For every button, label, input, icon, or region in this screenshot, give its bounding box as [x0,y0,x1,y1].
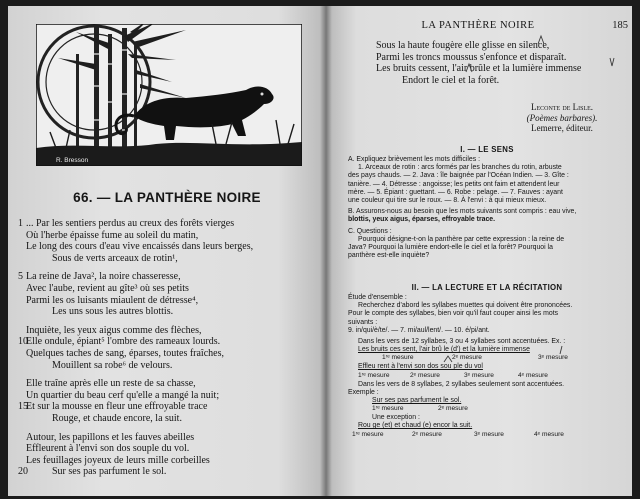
poem-line [18,271,318,283]
ensemble-label: Étude d'ensemble : [348,294,407,301]
meter-label: 4ᵉ mesure [534,430,564,438]
line-number: 1 [18,218,23,229]
stanza-gap [18,425,318,432]
poem-line-text: Quelques taches de sang, éparses, toutes fraîches, [26,347,224,359]
poem-line [18,455,318,467]
poem-line [18,241,318,253]
example-line-2: Efflеu rent à l'envi son dos sou ple du vol [358,363,483,371]
illustration-signature: R. Bresson [56,157,89,164]
poem-line: Parmi les troncs moussus s'enfonce et disparaît. [376,51,567,63]
poem-line [18,432,318,444]
left-page [8,6,326,496]
sens-a-line: 1. Arceaux de rotin : arcs formés par les branches du rotin, arbuste [358,164,562,172]
stanza-gap [18,264,318,271]
poem-line-text: Sous de verts arceaux de rotin¹, [52,252,178,264]
meter-label: 1ʳᵉ mesure [372,405,404,413]
section-heading-sens: I. — LE SENS [460,145,514,154]
book-gutter [320,6,332,496]
poem-line [18,295,318,307]
poem-line [18,443,318,455]
meter-label: 1ʳᵉ mesure [382,354,414,362]
poem-line-text: Sur ses pas parfument le sol. [52,466,167,478]
poem-line [18,466,318,478]
panther-illustration [36,24,302,166]
poem-line-text: Autour, les papillons et les fauves abeilles [26,431,195,443]
poem-line-text: Les feuillages joyeux de leurs mille corbeilles [26,454,210,466]
meter-label: 2ᵉ mesure [438,405,468,413]
poem-line [18,390,318,402]
example-line-3: Sur ses pas parfument le sol. [372,397,462,405]
lesson-title: 66. — LA PANTHÈRE NOIRE [73,190,261,205]
meter-label: 3ᵉ mesure [538,354,568,362]
poem-line [18,218,318,230]
publisher: Lemerre, éditeur. [531,123,593,133]
sens-a-line: mère. — 5. Épiant : guettant. — 6. Robe : pelage. — 7. Fauves : ayant [348,188,563,196]
poem-line-text: La reine de Java², la noire chasseresse, [26,271,181,283]
rule-12-syllables: Dans les vers de 12 syllabes, 3 ou 4 syllabes sont accentuées. Ex. : [358,338,566,346]
sens-a-line: des pays chauds. — 2. Java : île baignée par l'Océan Indien. — 3. Gîte : [348,172,569,180]
book-spread [8,6,632,496]
line-number: 10 [18,336,28,348]
poem-line-text: Le long des cours d'eau vive encaissés dans leurs berges, [26,241,254,253]
poem-line-text: Avec l'aube, revient au gîte³ où ses petits [26,282,189,294]
poem-line-text: Parmi les os luisants miaulent de détresse⁴, [26,294,199,306]
rule-8-syllables: Dans les vers de 8 syllabes, 2 syllabes seulement sont accentuées. [358,380,565,388]
sens-b-line: B. Assurons-nous au besoin que les mots suivants sont compris : eau vive, [348,208,577,216]
running-head: LA PANTHÈRE NOIRE [421,20,535,31]
exception-label: Une exception : [372,414,420,422]
poem-line: Les bruits cessent, l'air brûle et la lumière immense [376,63,582,75]
sens-c-line: Java? Pourquoi la lumière endort-elle le ciel et la forêt? Pourquoi la [348,244,553,252]
meter-label: 4ᵉ mesure [518,371,548,379]
meter-label: 3ᵉ mesure [464,371,494,379]
lecture-line: Recherchez d'abord les syllabes muettes qui doivent être prononcées. [358,302,573,310]
poem-line: Endort le ciel et la forêt. [402,74,500,86]
sens-c-line: Pourquoi désigne-t-on la panthère par cette expression : la reine de [358,235,565,243]
poem-line [18,401,318,413]
page-number: 185 [612,20,628,31]
poem-line-text: Elle ondule, épiant⁵ l'ombre des rameaux lourds. [26,336,221,348]
sens-a-line: tanière. — 4. Détresse : angoisse; les petits ont faim et attendent leur [348,180,560,188]
meter-label: 1ʳᵉ mesure [352,430,384,438]
poem-line [18,253,318,265]
meter-label: 1ʳᵉ mesure [358,371,390,379]
sens-c-line: panthère est-elle inquiète? [348,252,430,260]
lecture-line: 9. in/qui/è/te/. — 7. mi/aul/lent/. — 10. é/pi/ant. [348,326,490,334]
line-number: 15 [18,401,28,413]
poem-line [18,378,318,390]
example-line-4: Rou ge (et) et chaud (e) encor la suit. [358,422,473,430]
poem-line-text: ... Par les sentiers perdus au creux des forêts vierges [26,218,235,229]
poem-line-text: Un quartier du beau cerf qu'elle a mangé la nuit; [26,389,220,401]
line-number: 20 [18,466,28,478]
poem-line [18,325,318,337]
right-page [326,6,632,496]
poem-line-text: Mouillent sa robe⁶ de velours. [52,359,173,371]
sens-a-intro: A. Expliquez brièvement les mots difficiles : [348,156,480,163]
author-name: Leconte de Lisle. [530,102,594,112]
lecture-line: Pour le compte des syllabes, bien voir qu'il faut couper ainsi les mots [348,310,559,318]
stanza-gap [18,371,318,378]
meter-label: 3ᵉ mesure [474,430,504,438]
sens-c-intro: C. Questions : [348,227,392,235]
poem-line: Sous la haute fougère elle glisse en silence, [376,40,550,51]
meter-label: 2ᵉ mesure [412,430,442,438]
stanza-gap [18,318,318,325]
exemple-label: Exemple : [348,388,379,396]
meter-label: 2ᵉ mesure [410,371,440,379]
section-heading-lecture: II. — LA LECTURE ET LA RÉCITATION [411,283,563,292]
poem-stanzas [18,218,318,478]
line-number: 5 [18,271,23,283]
poem-line [18,283,318,295]
poem-line-text: Où l'herbe épaisse fume au soleil du matin, [26,229,199,241]
meter-label: 2ᵉ mesure [452,354,482,362]
poem-line [18,230,318,242]
lecture-line: suivants : [348,318,378,326]
poem-line [18,360,318,372]
sens-b-line: blottis, yeux aigus, éparses, effroyable trace. [348,216,496,224]
example-line-1: Les bruits ces sent, l'air brû le (d') et la lumière immense [358,346,530,354]
poem-line-text: Et sur la mousse en fleur une effroyable trace [26,401,208,413]
source-title: (Poèmes barbares). [526,112,598,123]
poem-line-text: Rouge, et chaude encore, la suit. [52,412,182,424]
poem-line-text: Inquiète, les yeux aigus comme des flèches, [26,324,202,336]
poem-line [18,348,318,360]
pencil-marks [348,6,632,496]
poem-line-text: Les uns sous les autres blottis. [52,306,174,318]
sens-a-line: une couleur qui tire sur le roux. — 8. À l'envi : à qui mieux mieux. [348,197,547,205]
poem-line [18,336,318,348]
poem-line-text: Elle traîne après elle un reste de sa chasse, [26,378,196,390]
poem-line-text: Effleurent à l'envi son dos souple du vol. [26,443,190,455]
poem-line [18,413,318,425]
poem-line [18,306,318,318]
